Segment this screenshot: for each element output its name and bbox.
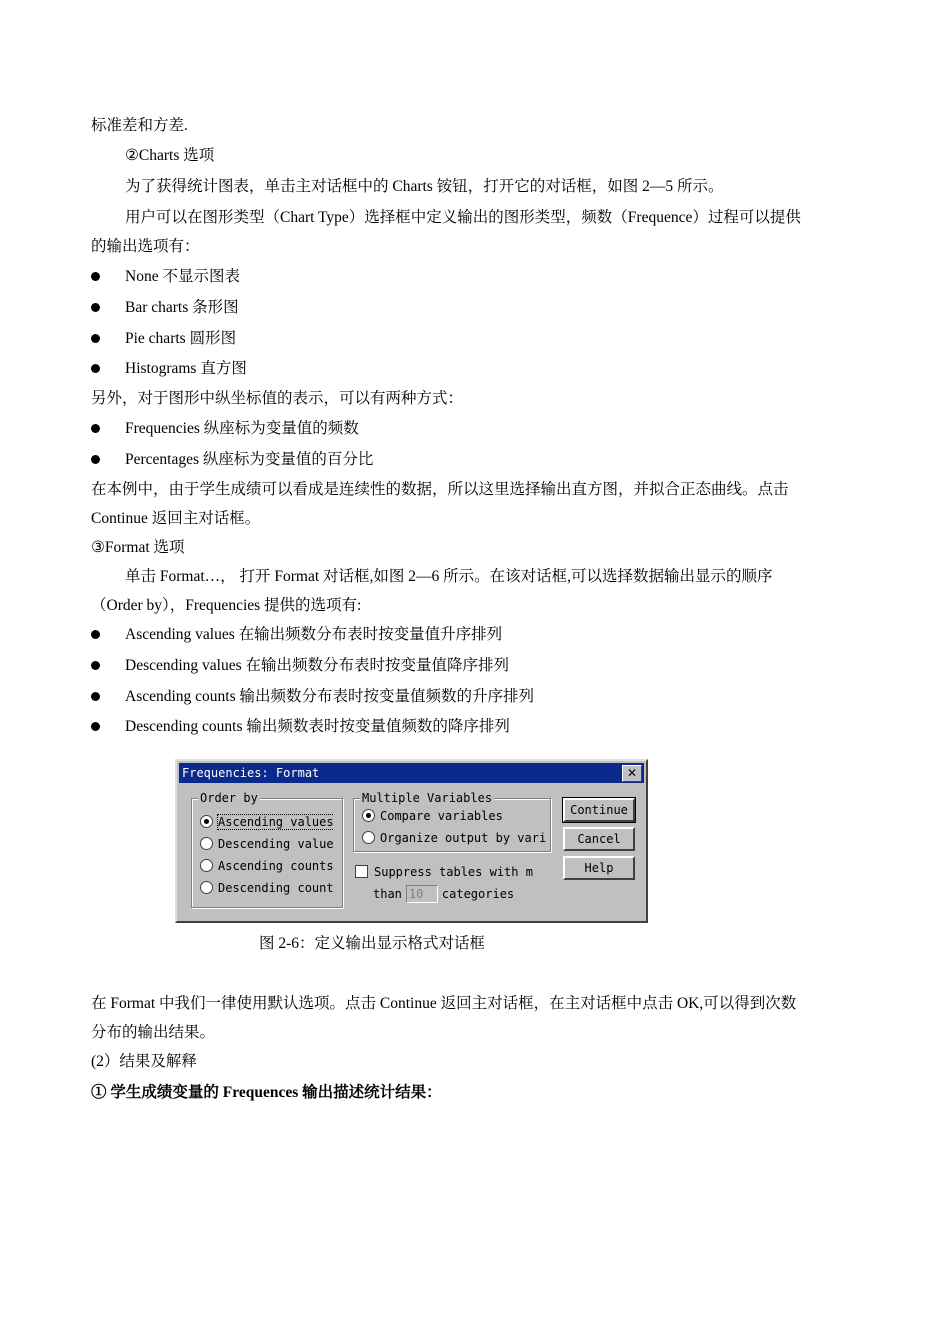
list-item: Pie charts 圆形图 (125, 330, 237, 347)
paragraph-text: 的输出选项有： (91, 238, 200, 255)
section-heading-frequences: ① 学生成绩变量的 Frequences 输出描述统计结果： (91, 1084, 442, 1101)
close-icon[interactable]: ✕ (622, 765, 642, 782)
radio-descending-values[interactable]: Descending value (200, 835, 334, 853)
paragraph-text: 在本例中，由于学生成绩可以看成是连续性的数据，所以这里选择输出直方图，并拟合正态曲线。点击 (91, 481, 789, 498)
figure-caption: 图 2-6：定义输出显示格式对话框 (259, 935, 486, 952)
list-item: None 不显示图表 (125, 268, 240, 285)
paragraph-text: 分布的输出结果。 (91, 1024, 216, 1041)
category-count-input[interactable]: 10 (406, 885, 438, 903)
radio-off-icon (200, 881, 213, 894)
suppress-tables-checkbox[interactable]: Suppress tables with m (355, 863, 541, 881)
continue-button[interactable]: Continue (563, 798, 635, 822)
paragraph-text: Continue 返回主对话框。 (91, 510, 261, 527)
list-item: Bar charts 条形图 (125, 299, 239, 316)
radio-on-icon (362, 809, 375, 822)
format-dialog (175, 759, 648, 923)
multiple-variables-group (353, 791, 551, 852)
checkbox-icon (355, 865, 368, 878)
paragraph-text: 为了获得统计图表，单击主对话框中的 Charts 铵钮，打开它的对话框，如图 2—5 所示。 (125, 178, 724, 195)
paragraph-text: 标准差和方差. (91, 117, 188, 134)
section-heading-results: (2）结果及解释 (91, 1053, 197, 1070)
bullet-icon (91, 303, 100, 312)
bullet-icon (91, 272, 100, 281)
list-item: Ascending counts 输出频数分布表时按变量值频数的升序排列 (125, 688, 535, 705)
list-item: Histograms 直方图 (125, 360, 247, 377)
paragraph-text: （Order by），Frequencies 提供的选项有: (91, 597, 362, 614)
list-item: Descending values 在输出频数分布表时按变量值降序排列 (125, 657, 510, 674)
radio-descending-counts[interactable]: Descending count (200, 879, 334, 897)
paragraph-text: 另外，对于图形中纵坐标值的表示，可以有两种方式： (91, 390, 464, 407)
help-button[interactable]: Help (563, 856, 635, 880)
radio-on-icon (200, 815, 213, 828)
section-heading-charts: ②Charts 选项 (125, 147, 215, 164)
paragraph-text: 用户可以在图形类型（Chart Type）选择框中定义输出的图形类型，频数（Frequence）过程可以提供 (125, 209, 801, 226)
list-item: Descending counts 输出频数表时按变量值频数的降序排列 (125, 718, 510, 735)
suppress-threshold-row: than 10 categories (373, 887, 515, 901)
list-item: Percentages 纵座标为变量值的百分比 (125, 451, 374, 468)
bullet-icon (91, 722, 100, 731)
bullet-icon (91, 424, 100, 433)
bullet-icon (91, 630, 100, 639)
radio-ascending-counts[interactable]: Ascending counts (200, 857, 334, 875)
bullet-icon (91, 661, 100, 670)
bullet-icon (91, 692, 100, 701)
list-item: Ascending values 在输出频数分布表时按变量值升序排列 (125, 626, 503, 643)
radio-off-icon (362, 831, 375, 844)
order-by-label: Order by (200, 791, 258, 805)
radio-off-icon (200, 837, 213, 850)
radio-compare-variables[interactable]: Compare variables (362, 807, 548, 825)
paragraph-text: 在 Format 中我们一律使用默认选项。点击 Continue 返回主对话框，在主对话框中点击 OK,可以得到次数 (91, 995, 797, 1012)
cancel-button[interactable]: Cancel (563, 827, 635, 851)
radio-off-icon (200, 859, 213, 872)
dialog-title: Frequencies: Format (182, 766, 320, 780)
list-item: Frequencies 纵座标为变量值的频数 (125, 420, 359, 437)
paragraph-text: 单击 Format…， 打开 Format 对话框,如图 2—6 所示。在该对话框,可以选择数据输出显示的顺序 (125, 568, 773, 585)
order-by-group (191, 791, 343, 908)
section-heading-format: ③Format 选项 (91, 539, 185, 556)
dialog-titlebar (179, 763, 644, 783)
bullet-icon (91, 334, 100, 343)
radio-organize-output[interactable]: Organize output by vari (362, 829, 548, 847)
radio-ascending-values[interactable]: Ascending values (200, 813, 334, 831)
multiple-variables-label: Multiple Variables (362, 791, 493, 805)
bullet-icon (91, 455, 100, 464)
bullet-icon (91, 364, 100, 373)
